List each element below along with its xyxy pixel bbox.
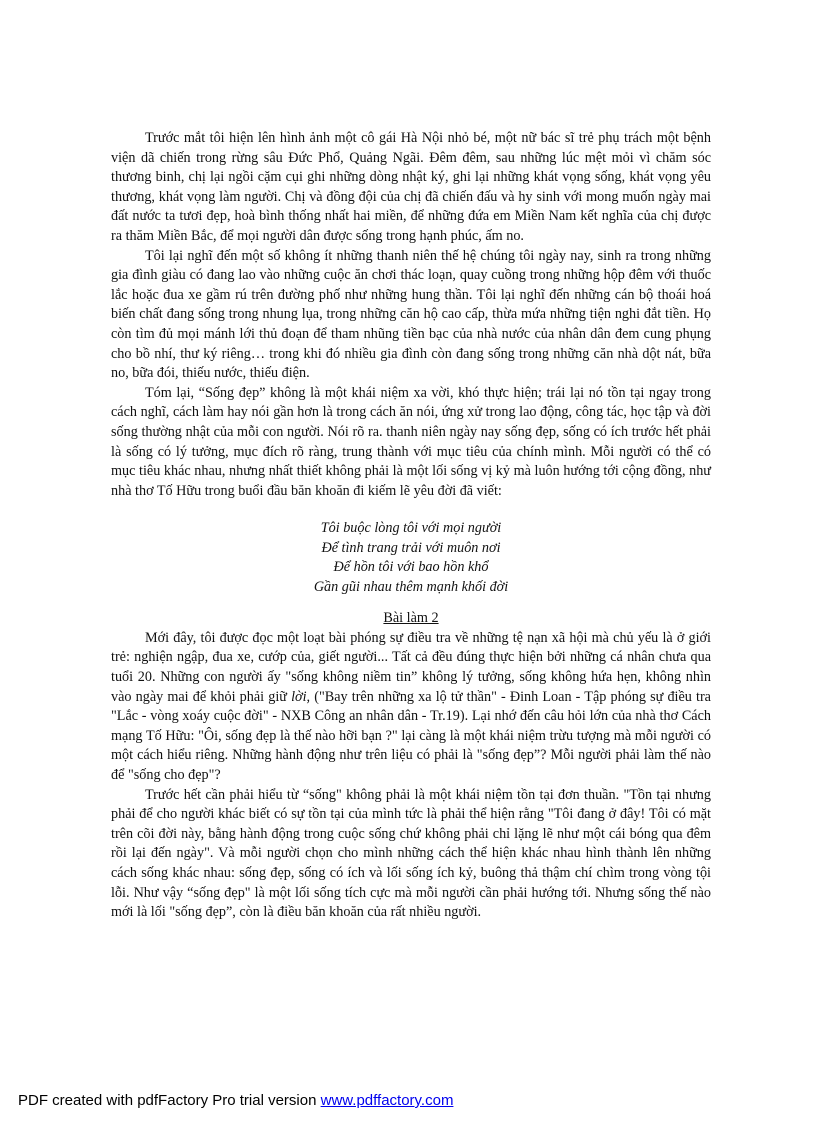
poem-line: Để hồn tôi với bao hồn khổ: [333, 559, 489, 576]
poem-line: Gần gũi nhau thêm mạnh khối đời: [313, 578, 509, 595]
paragraph-4-text-b: ("Bay trên những xa lộ tử thần" - Đinh Loan - Tập phóng sự điều tra "Lắc - vòng xoáy cuộc đời" - NXB Công an nhân dân - Tr.19). Lại nhớ đến câu hỏi lớn của nhà thơ Cách mạng Tố Hữu: "Ôi, sống đẹp là thế nào hỡi bạn ?" lại càng là một khái niệm trừu tượng mà mỗi người có một cách hiểu riêng. Những hành động như trên liệu có phải là "sống đẹp”? Mỗi người phải làm thế nào để "sống cho đẹp"?: [111, 688, 711, 784]
section-heading: Bài làm 2: [383, 610, 439, 627]
paragraph-4: [111, 629, 711, 786]
poem: [111, 519, 711, 597]
footer-text: PDF created with pdfFactory Pro trial version: [18, 1092, 321, 1109]
paragraph-4-italic: lời,: [291, 688, 311, 705]
pdf-footer: [18, 1092, 453, 1109]
footer-link[interactable]: www.pdffactory.com: [320, 1092, 454, 1109]
paragraph-1: Trước mắt tôi hiện lên hình ảnh một cô gái Hà Nội nhỏ bé, một nữ bác sĩ trẻ phụ trách một bệnh viện dã chiến trong rừng sâu Đức Phổ, Quảng Ngãi. Đêm đêm, sau những lúc mệt mỏi vì chăm sóc thương binh, chị lại ngồi cặm cụi ghi những dòng nhật ký, ghi lại những khát vọng sống, khát vọng yêu thương, khát vọng làm người. Chị và đồng đội của chị đã chiến đấu và hy sinh với mong muốn ngày mai đất nước ta tươi đẹp, hoà bình thống nhất hai miền, để những đứa em Miền Nam kết nghĩa của chị được ra thăm Miền Bắc, để mọi người dân được sống trong hạnh phúc, ấm no.: [111, 130, 711, 244]
paragraph-4-text-a: Mới đây, tôi được đọc một loạt bài phóng sự điều tra về những tệ nạn xã hội mà chủ yếu là ở giới trẻ: nghiện ngập, đua xe, cướp của, giết người... Tất cả đều đúng thực hiện bởi những cá nhân chưa qua tuổi 20. Những con người ấy "sống không niềm tin” không lý tưởng, sống không hứa hẹn, không nhìn vào ngày mai để khỏi phải giữ: [111, 629, 711, 705]
poem-line: Tôi buộc lòng tôi với mọi người: [320, 520, 502, 537]
paragraph-2: Tôi lại nghĩ đến một số không ít những thanh niên thế hệ chúng tôi ngày nay, sinh ra trong những gia đình giàu có đang lao vào những cuộc ăn chơi thác loạn, quay cuồng trong những hộp đêm với thuốc lắc hoặc đua xe gầm rú trên đường phố như những hung thần. Tôi lại nghĩ đến những cán bộ thoái hoá biến chất đang sống trong nhung lụa, trong những căn hộ cao cấp, thừa mứa những tiện nghi đắt tiền. Họ còn tìm đủ mọi mánh lới thủ đoạn để tham nhũng tiền bạc của nhà nước của nhân dân đem cung phụng cho bồ nhí, thư ký riêng… trong khi đó nhiều gia đình còn đang sống trong những căn nhà dột nát, bữa no, bữa đói, thiếu nước, thiếu điện.: [111, 247, 711, 382]
poem-line: Để tình trang trải với muôn nơi: [321, 539, 501, 556]
paragraph-5: Trước hết cần phải hiểu từ “sống" không phải là một khái niệm tồn tại đơn thuần. "Tồn tại nhưng phải để cho người khác biết có sự tồn tại của mình tức là phải thể hiện rằng "Tôi đang ở đây! Tôi có mặt trên cõi đời này, bằng hành động trong cuộc sống chứ không phải chỉ lặng lẽ như một cái bóng qua đêm rồi lại đến ngày". Và mỗi người chọn cho mình những cách thể hiện khác nhau hình thành lên những cách sống khác nhau: sống đẹp, sống có ích và lối sống ích kỷ, buông thả thậm chí chìm trong vòng tội lỗi. Như vậy “sống đẹp" là một lối sống tích cực mà mỗi người cần phải hướng tới. Nhưng sống thế nào mới là lối "sống đẹp”, còn là điều băn khoăn của rất nhiều người.: [111, 786, 711, 921]
document-body: [111, 129, 711, 923]
paragraph-3: Tóm lại, “Sống đẹp” không là một khái niệm xa vời, khó thực hiện; trái lại nó tồn tại ngay trong cách nghĩ, cách làm hay nói gần hơn là trong cách ăn nói, ứng xử trong lao động, công tác, học tập và đời sống thường nhật của mỗi con người. Nói rõ ra. thanh niên ngày nay sống đẹp, sống có ích trước hết phải là sống có lý tưởng, mục đích rõ ràng, trung thành với mục tiêu của chính mình. Mỗi người có thể có mục tiêu khác nhau, nhưng nhất thiết không phải là một lối sống vị kỷ mà luôn hướng tới cộng đồng, như nhà thơ Tố Hữu trong buổi đầu băn khoăn đi kiếm lẽ yêu đời đã viết:: [111, 384, 711, 499]
